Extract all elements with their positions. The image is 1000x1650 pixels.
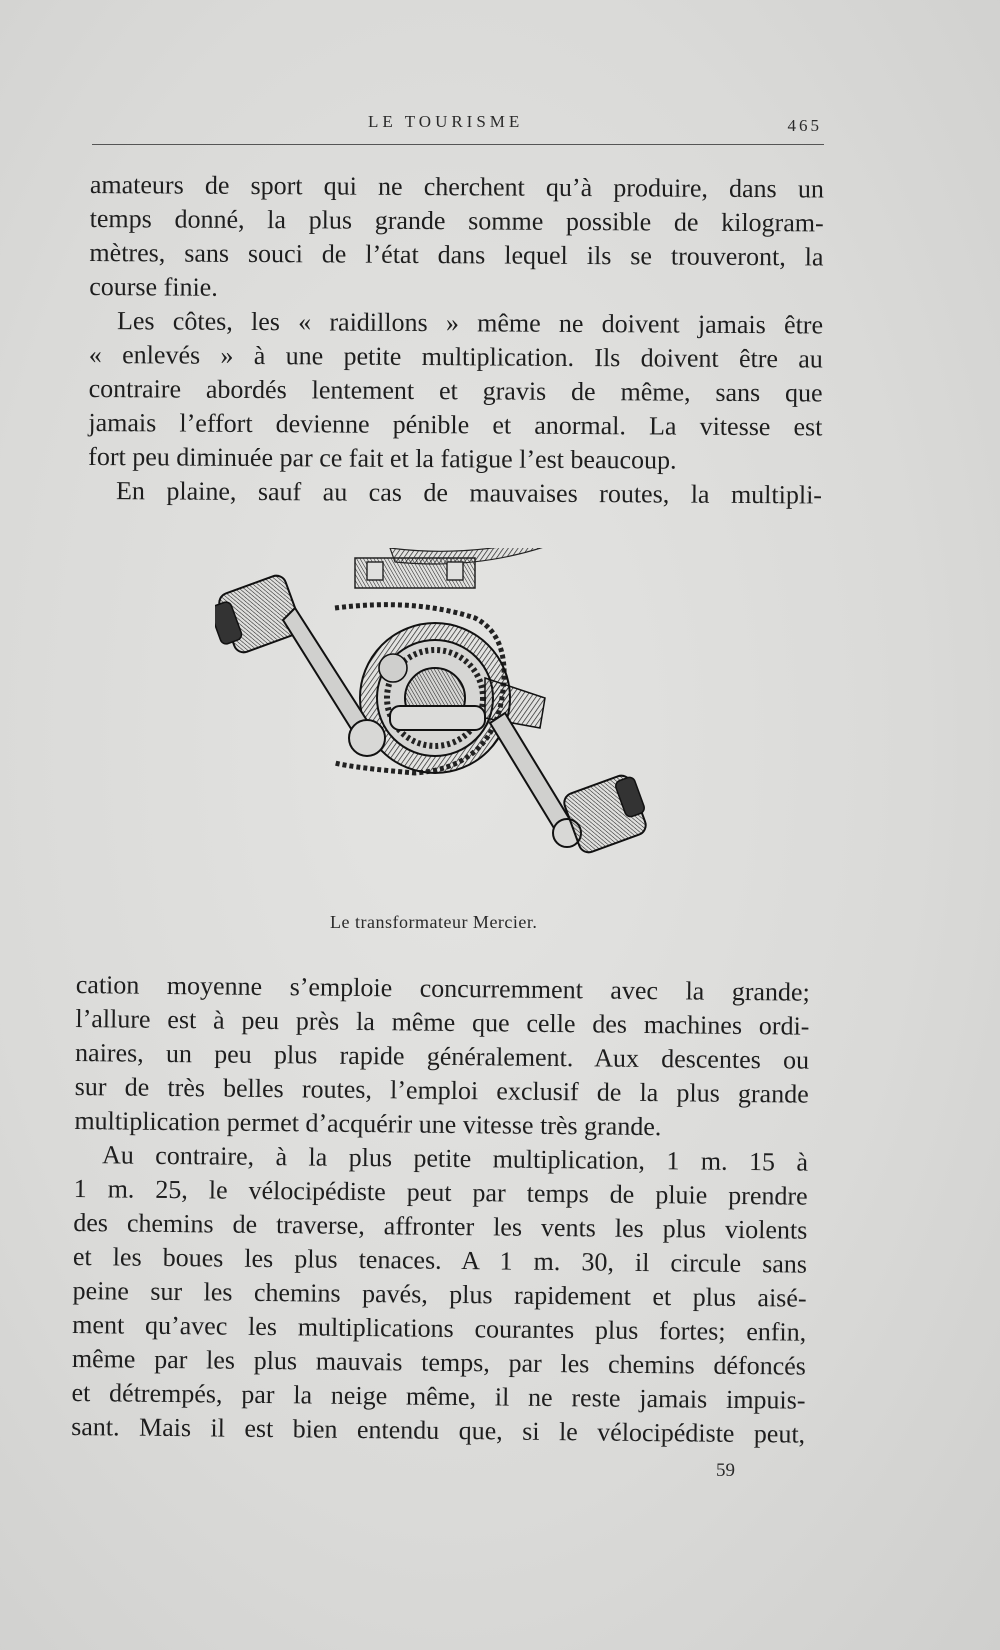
text-line: « enlevés » à une petite multiplication. Ils doivent être au [88,339,823,374]
text-line: Au contraire, à la plus petite multiplication, 1 m. 15 à [101,1140,809,1177]
text-line: mètres, sans souci de l’état dans lequel ils se trouveront, la [89,237,824,272]
text-line: et détrempés, par la neige même, il ne reste jamais impuis- [71,1377,806,1415]
text-line: contraire abordés lentement et gravis de même, sans que [88,373,823,408]
text-line: peine sur les chemins pavés, plus rapidement et plus aisé- [72,1275,807,1313]
text-line: naires, un peu plus rapide généralement. Aux descentes ou [74,1037,810,1075]
text-line: 1 m. 25, le vélocipédiste peut par temps de pluie prendre [73,1173,808,1211]
signature-mark: 59 [716,1460,735,1481]
text-line: cation moyenne s’emploie concurremment avec la grande; [75,969,810,1007]
body-text-bottom [71,968,810,1452]
crank-axle [390,706,485,730]
text-line: l’allure est à peu près la même que celle des machines ordi- [75,1003,810,1041]
header-rule [92,144,824,145]
text-line: course finie. [89,271,218,302]
text-line: jamais l’effort devienne pénible et anormal. La vitesse est [88,407,823,442]
text-line: temps donné, la plus grande somme possible de kilogram- [89,203,824,238]
crank-gear-engraving [215,548,685,908]
page-number: 465 [787,116,822,135]
figure-caption: Le transformateur Mercier. [330,912,538,932]
text-line: et les boues les plus tenaces. A 1 m. 30, il circule sans [72,1241,808,1279]
text-line: fort peu diminuée par ce fait et la fatigue l’est beaucoup. [88,441,677,475]
figure-illustration [215,548,685,908]
text-line: Les côtes, les « raidillons » même ne doivent jamais être [116,306,824,340]
text-line: sur de très belles routes, l’emploi exclusif de la plus grande [74,1071,809,1109]
text-line: sant. Mais il est bien entendu que, si le vélocipédiste peut, [71,1411,806,1449]
page-header [92,108,824,148]
text-line: même par les plus mauvais temps, par les chemins défoncés [71,1343,807,1381]
text-line: ment qu’avec les multiplications courantes plus fortes; enfin, [72,1309,807,1347]
body-text-top [88,168,824,512]
text-line: multiplication permet d’acquérir une vitesse très grande. [74,1105,662,1142]
running-title: LE TOURISME [368,112,524,131]
text-line: amateurs de sport qui ne cherchent qu’à produire, dans un [89,169,824,204]
text-line: des chemins de traverse, affronter les vents les plus violents [73,1207,808,1245]
text-line: En plaine, sauf au cas de mauvaises routes, la multipli- [115,476,823,510]
